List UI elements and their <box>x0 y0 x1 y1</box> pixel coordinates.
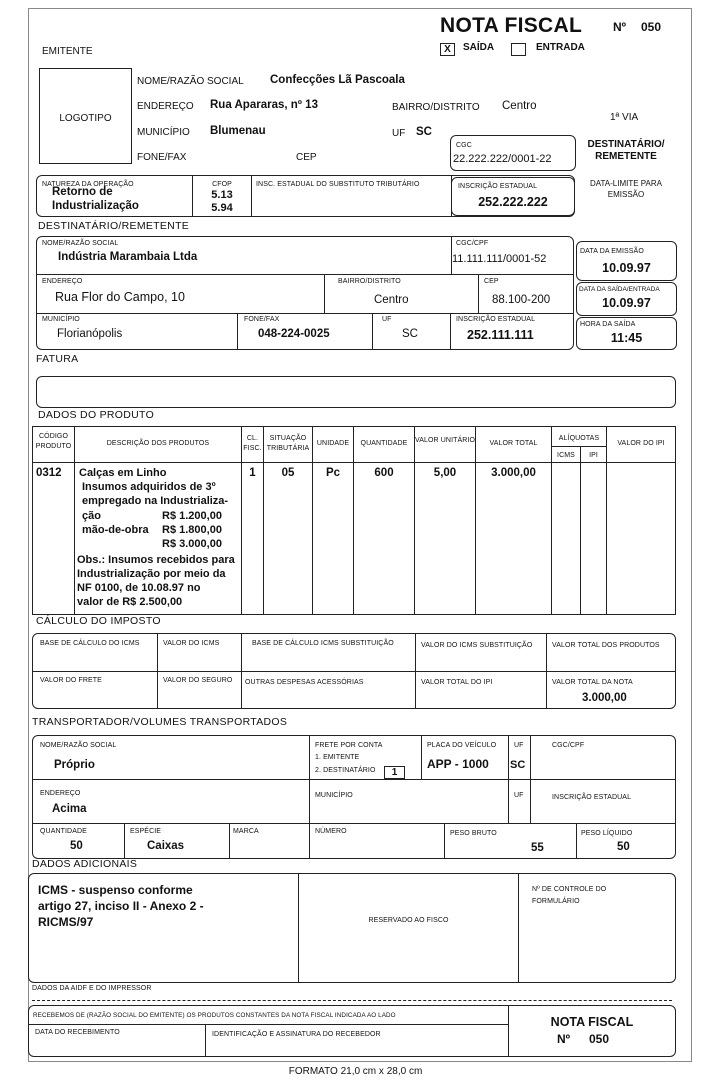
formato-label: FORMATO 21,0 cm x 28,0 cm <box>288 1066 423 1077</box>
emitente-insc-label: INSCRIÇÃO ESTADUAL <box>458 183 538 190</box>
dest-cep: 88.100-200 <box>492 294 551 306</box>
fatura-label: FATURA <box>36 353 79 365</box>
dest-nome: Indústria Marambaia Ltda <box>58 251 198 263</box>
col-aliquotas: ALÍQUOTAS <box>558 435 600 442</box>
emitente-nome: Confecções Lã Pascoala <box>270 74 405 86</box>
dest-endereco: Rua Flor do Campo, 10 <box>55 290 185 304</box>
aidf-label: DADOS DA AIDF E DO IMPRESSOR <box>32 985 152 992</box>
item-desc-line-1: Insumos adquiridos de 3º <box>82 481 216 493</box>
dest-uf-label: UF <box>382 316 392 323</box>
valor-subst-label: VALOR DO ICMS SUBSTITUIÇÃO <box>421 642 533 649</box>
outras-label: OUTRAS DESPESAS ACESSÓRIAS <box>245 679 364 686</box>
transp-insc-label: INSCRIÇÃO ESTADUAL <box>552 794 632 801</box>
placa: APP - 1000 <box>427 757 489 771</box>
total-ipi-label: VALOR TOTAL DO IPI <box>421 679 493 686</box>
canhoto-title: NOTA FISCAL <box>550 1015 634 1029</box>
valor-icms-label: VALOR DO ICMS <box>163 640 220 647</box>
item-obs-line-4: valor de R$ 2.500,00 <box>77 596 183 608</box>
transp-nome: Próprio <box>54 759 95 771</box>
transp-municipio-label: MUNICÍPIO <box>315 792 353 799</box>
item-codigo: 0312 <box>36 467 62 479</box>
hora: 11:45 <box>610 331 643 345</box>
emitente-nome-label: NOME/RAZÃO SOCIAL <box>137 76 244 87</box>
dest-bairro: Centro <box>374 294 409 306</box>
logotipo-label: LOGOTIPO <box>59 113 112 124</box>
hora-label: HORA DA SAÍDA <box>580 321 636 328</box>
transp-uf: SC <box>510 759 526 771</box>
transp-uf2-label: UF <box>514 792 524 799</box>
saida-check-mark: X <box>440 43 455 56</box>
calculo-section-label: CÁLCULO DO IMPOSTO <box>36 615 161 627</box>
item-quantidade: 600 <box>374 467 394 479</box>
emitente-cep-label: CEP <box>296 152 317 163</box>
reservado-fisco: RESERVADO AO FISCO <box>368 917 449 924</box>
col-quantidade: QUANTIDADE <box>360 440 408 447</box>
marca-label: MARCA <box>233 828 259 835</box>
emitente-municipio-label: MUNICÍPIO <box>137 127 190 138</box>
emitente-bairro: Centro <box>502 100 537 112</box>
saida-label: SAÍDA <box>463 42 495 53</box>
emitente-uf: SC <box>416 126 432 138</box>
col-unidade: UNIDADE <box>316 440 350 447</box>
item-unidade: Pc <box>325 467 341 479</box>
emitente-endereco: Rua Apararas, nº 13 <box>210 99 318 111</box>
transp-endereco: Acima <box>52 803 87 815</box>
entrada-label: ENTRADA <box>536 42 585 53</box>
placa-label: PLACA DO VEÍCULO <box>427 742 497 749</box>
transp-nome-label: NOME/RAZÃO SOCIAL <box>40 742 117 749</box>
item-obs-line-1: Obs.: Insumos recebidos para <box>77 554 235 566</box>
saida-checkbox[interactable] <box>440 41 455 59</box>
seguro-label: VALOR DO SEGURO <box>163 677 233 684</box>
dest-insc-label: INSCRIÇÃO ESTADUAL <box>456 316 536 323</box>
produtos-section-label: DADOS DO PRODUTO <box>38 409 155 421</box>
data-saida: 10.09.97 <box>602 296 651 310</box>
cfop-2: 5.94 <box>211 202 233 214</box>
adicionais-section-label: DADOS ADICIONAIS <box>32 858 138 870</box>
dest-fone-label: FONE/FAX <box>244 316 280 323</box>
dest-cgc: 11.111.111/0001-52 <box>452 253 547 265</box>
quantidade-label: QUANTIDADE <box>40 828 87 835</box>
valor-produtos-label: VALOR TOTAL DOS PRODUTOS <box>552 642 660 649</box>
total-nota-label: VALOR TOTAL DA NOTA <box>552 679 633 686</box>
dest-municipio: Florianópolis <box>57 328 123 340</box>
item-desc-val1: R$ 1.200,00 <box>162 510 222 522</box>
dest-cgc-label: CGC/CPF <box>456 240 489 247</box>
peso-liquido: 50 <box>617 841 630 853</box>
natureza-line2: Industrialização <box>52 200 139 212</box>
numero-vol-label: NÚMERO <box>315 828 347 835</box>
item-valor-unit: 5,00 <box>433 467 457 479</box>
adicionais-line-2: artigo 27, inciso II - Anexo 2 - <box>38 899 204 913</box>
especie-label: ESPÉCIE <box>130 828 162 835</box>
item-desc-title: Calças em Linho <box>79 467 167 479</box>
item-desc-total: R$ 3.000,00 <box>162 538 222 550</box>
peso-bruto-label: PESO BRUTO <box>450 830 497 837</box>
numero-value: 050 <box>641 20 662 34</box>
identificacao-label: IDENTIFICAÇÃO E ASSINATURA DO RECEBEDOR <box>212 1031 381 1038</box>
base-subst-label: BASE DE CÁLCULO ICMS SUBSTITUIÇÃO <box>252 640 394 647</box>
total-nota: 3.000,00 <box>582 692 627 704</box>
dest-endereco-label: ENDEREÇO <box>42 278 83 285</box>
item-obs-line-2: Industrialização por meio da <box>77 568 226 580</box>
adicionais-line-1: ICMS - suspenso conforme <box>38 883 193 897</box>
transp-endereco-label: ENDEREÇO <box>40 790 81 797</box>
base-icms-label: BASE DE CÁLCULO DO ICMS <box>40 640 140 647</box>
frete-label: VALOR DO FRETE <box>40 677 102 684</box>
nota-fiscal-title: NOTA FISCAL <box>440 14 583 37</box>
emitente-municipio: Blumenau <box>210 125 266 137</box>
frete-value-box[interactable] <box>384 764 405 782</box>
col-descricao: DESCRIÇÃO DOS PRODUTOS <box>106 440 210 447</box>
frete-opt-2: 2. DESTINATÁRIO <box>315 767 376 774</box>
frete-opt-1: 1. EMITENTE <box>315 754 360 761</box>
data-saida-label: DATA DA SAÍDA/ENTRADA <box>579 286 660 293</box>
emitente-insc: 252.222.222 <box>478 195 548 209</box>
transp-uf-label: UF <box>514 742 524 749</box>
emitente-endereco-label: ENDEREÇO <box>137 101 194 112</box>
col-valor-unit: VALOR UNITÁRIO <box>415 437 476 444</box>
emitente-cgc: 22.222.222/0001-22 <box>453 153 552 165</box>
item-desc-val1-label: ção <box>82 510 101 522</box>
fatura-box <box>36 376 676 408</box>
data-recebimento-label: DATA DO RECEBIMENTO <box>35 1029 120 1036</box>
dest-municipio-label: MUNICÍPIO <box>42 316 80 323</box>
peso-bruto: 55 <box>531 842 544 854</box>
emitente-bairro-label: BAIRRO/DISTRITO <box>392 102 480 113</box>
canhoto-numero-label: Nº <box>557 1032 571 1046</box>
controle-label: Nº DE CONTROLE DO FORMULÁRIO <box>532 886 607 905</box>
dest-insc: 252.111.111 <box>467 328 534 342</box>
natureza-label: NATUREZA DA OPERAÇÃO <box>42 181 134 188</box>
canhoto-numero: 050 <box>589 1032 610 1046</box>
entrada-checkbox[interactable] <box>511 41 526 59</box>
item-valor-total: 3.000,00 <box>491 467 536 479</box>
item-cl-fisc: 1 <box>249 467 256 479</box>
data-emissao-label: DATA DA EMISSÃO <box>580 248 644 255</box>
dest-cep-label: CEP <box>484 278 499 285</box>
cfop-label: CFOP <box>212 181 232 188</box>
quantidade: 50 <box>70 840 83 852</box>
via-label: 1ª VIA <box>610 112 639 123</box>
peso-liquido-label: PESO LÍQUIDO <box>581 830 633 837</box>
recebemos-label: RECEBEMOS DE (RAZÃO SOCIAL DO EMITENTE) OS PRODUTOS CONSTANTES DA NOTA FISCAL INDICADA AO LADO <box>33 1012 396 1019</box>
item-desc-val2: R$ 1.800,00 <box>162 524 222 536</box>
destinatario-section-label: DESTINATÁRIO/REMETENTE <box>38 220 190 232</box>
col-valor-ipi: VALOR DO IPI <box>617 440 665 447</box>
dest-nome-label: NOME/RAZÃO SOCIAL <box>42 240 119 247</box>
item-obs-line-3: NF 0100, de 10.08.97 no <box>77 582 201 594</box>
dest-rem-label: DESTINATÁRIO/ REMETENTE <box>587 139 665 162</box>
transporte-section-label: TRANSPORTADOR/VOLUMES TRANSPORTADOS <box>32 716 288 728</box>
data-emissao: 10.09.97 <box>602 261 651 275</box>
insc-subst-label: INSC. ESTADUAL DO SUBSTITUTO TRIBUTÁRIO <box>256 181 420 188</box>
numero-label: Nº <box>613 20 627 34</box>
data-limite-label: DATA-LIMITE PARA EMISSÃO <box>589 179 662 199</box>
item-situacao: 05 <box>281 467 295 479</box>
frete-value: 1 <box>384 766 405 779</box>
col-valor-total: VALOR TOTAL <box>489 440 538 447</box>
adicionais-line-3: RICMS/97 <box>38 915 94 929</box>
col-cl-fisc: CL. FISC. <box>243 435 262 452</box>
perforation-line <box>32 1000 672 1001</box>
especie: Caixas <box>147 840 185 852</box>
dest-uf: SC <box>402 328 418 340</box>
emitente-fone-label: FONE/FAX <box>137 152 187 163</box>
emitente-uf-label: UF <box>392 128 406 139</box>
emitente-label: EMITENTE <box>42 46 93 57</box>
col-ipi: IPI <box>589 452 598 459</box>
cfop-1: 5.13 <box>211 189 233 201</box>
col-situacao: SITUAÇÃO TRIBUTÁRIA <box>266 435 310 452</box>
frete-conta-label: FRETE POR CONTA <box>315 742 383 749</box>
natureza-line1: Retorno de <box>52 186 113 198</box>
item-desc-val2-label: mão-de-obra <box>82 524 149 536</box>
item-desc-line-2: empregado na Industrializa- <box>82 495 229 507</box>
dest-fone: 048-224-0025 <box>258 328 330 340</box>
emitente-cgc-label: CGC <box>456 142 472 149</box>
col-icms: ICMS <box>557 452 575 459</box>
transp-cgc-label: CGC/CPF <box>552 742 585 749</box>
col-codigo: CÓDIGO PRODUTO <box>35 433 72 450</box>
dest-bairro-label: BAIRRO/DISTRITO <box>338 278 401 285</box>
